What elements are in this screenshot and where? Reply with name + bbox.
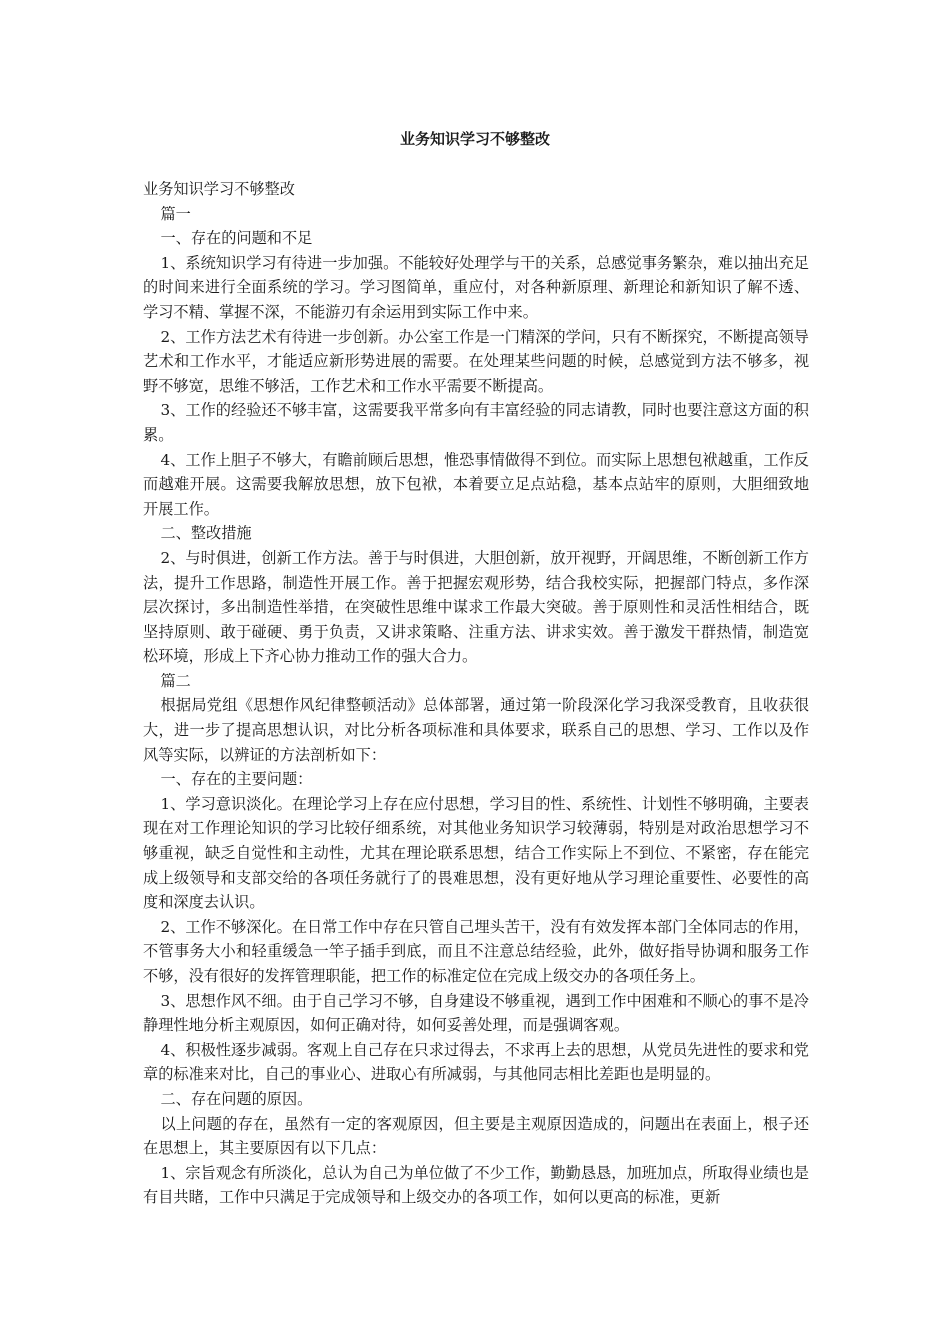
paragraph: 根据局党组《思想作风纪律整顿活动》总体部署，通过第一阶段深化学习我深受教育，且收获很大，进一步了提高思想认识，对比分析各项标准和具体要求，联系自己的思想、学习、工作以及作风等实际，以辨证的方法剖析如下： [143,696,809,764]
paragraph: 1、学习意识淡化。在理论学习上存在应付思想，学习目的性、系统性、计划性不够明确，主要表现在对工作理论知识的学习比较仔细系统，对其他业务知识学习较薄弱，特别是对政治思想学习不够重视，缺乏自觉性和主动性，尤其在理论联系思想，结合工作实际上不到位、不紧密，存在能完成上级领导和支部交给的各项任务就行了的畏难思想，没有更好地从学习理论重要性、必要性的高度和深度去认识。 [143,794,809,912]
paragraph: 1、宗旨观念有所淡化，总认为自己为单位做了不少工作，勤勤恳恳，加班加点，所取得业绩也是有目共睹，工作中只满足于完成领导和上级交办的各项工作，如何以更高的标准，更新 [143,1163,809,1207]
document-title: 业务知识学习不够整改 [399,130,550,148]
document-body [143,177,809,1210]
heading-main-problems: 一、存在的主要问题： [160,770,313,789]
paragraph: 2、与时俱进，创新工作方法。善于与时俱进，大胆创新，放开视野，开阔思维，不断创新工作方法，提升工作思路，制造性开展工作。善于把握宏观形势，结合我校实际，把握部门特点，多作深层次探讨，多出制造性举措，在突破性思维中谋求工作最大突破。善于原则性和灵活性相结合，既坚持原则、敢于碰硬、勇于负责，又讲求策略、注重方法、讲求实效。善于激发干群热情，制造宽松环境，形成上下齐心协力推动工作的强大合力。 [143,548,809,666]
paragraph: 3、思想作风不细。由于自己学习不够，自身建设不够重视，遇到工作中困难和不顺心的事不是冷静理性地分析主观原因，如何正确对待，如何妥善处理，而是强调客观。 [143,991,809,1035]
section-heading-part-two: 篇二 [160,671,191,690]
heading-problems: 一、存在的问题和不足 [160,229,313,248]
paragraph: 2、工作不够深化。在日常工作中存在只管自己埋头苦干，没有有效发挥本部门全体同志的作用，不管事务大小和轻重缓急一竿子插手到底，而且不注意总结经验，此外，做好指导协调和服务工作不够，没有很好的发挥管理职能，把工作的标准定位在完成上级交办的各项任务上。 [143,917,809,985]
paragraph: 业务知识学习不够整改 [143,180,295,198]
paragraph: 4、工作上胆子不够大，有瞻前顾后思想，惟恐事情做得不到位。而实际上思想包袱越重，工作反而越难开展。这需要我解放思想，放下包袱，本着要立足点站稳，基本点站牢的原则，大胆细致地开展工作。 [143,450,809,518]
paragraph: 1、系统知识学习有待进一步加强。不能较好处理学与干的关系，总感觉事务繁杂，难以抽出充足的时间来进行全面系统的学习。学习图简单，重应付，对各种新原理、新理论和新知识了解不透、学习不精、掌握不深，不能游刃有余运用到实际工作中来。 [143,253,809,321]
paragraph: 以上问题的存在，虽然有一定的客观原因，但主要是主观原因造成的，问题出在表面上，根子还在思想上，其主要原因有以下几点： [143,1114,809,1158]
paragraph: 4、积极性逐步减弱。客观上自己存在只求过得去，不求再上去的思想，从党员先进性的要求和党章的标准来对比，自己的事业心、进取心有所减弱，与其他同志相比差距也是明显的。 [143,1040,809,1084]
paragraph: 3、工作的经验还不够丰富，这需要我平常多向有丰富经验的同志请教，同时也要注意这方面的积累。 [143,401,809,444]
section-heading-part-one: 篇一 [160,204,191,223]
heading-measures: 二、整改措施 [160,524,252,543]
heading-causes: 二、存在问题的原因。 [160,1089,313,1108]
paragraph: 2、工作方法艺术有待进一步创新。办公室工作是一门精深的学问，只有不断探究，不断提高领导艺术和工作水平，才能适应新形势进展的需要。在处理某些问题的时候，总感觉到方法不够多，视野不够宽，思维不够活，工作艺术和工作水平需要不断提高。 [143,327,809,395]
